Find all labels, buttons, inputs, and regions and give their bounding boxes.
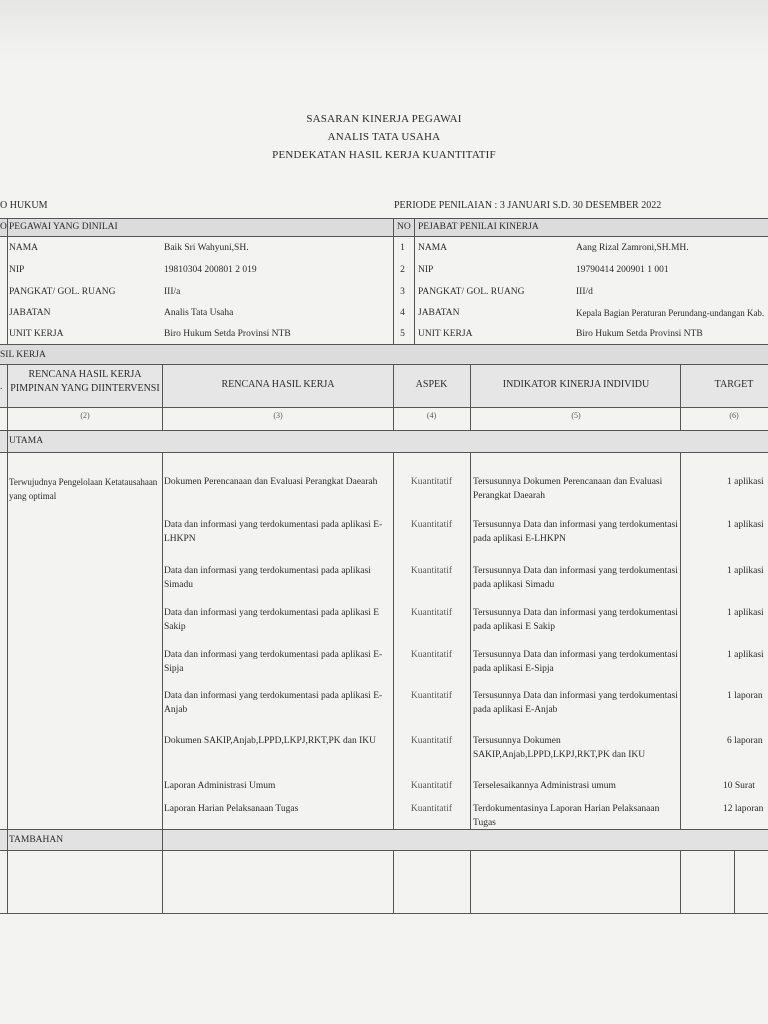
- penilai-value: Aang Rizal Zamroni,SH.MH.: [576, 243, 689, 253]
- rule: [162, 452, 163, 913]
- aspek-text: Kuantitatif: [410, 736, 453, 746]
- rencana-text: Laporan Harian Pelaksanaan Tugas: [164, 804, 299, 814]
- penilai-no: 4: [400, 308, 405, 318]
- aspek-text: Kuantitatif: [410, 650, 453, 660]
- aspek-text: Kuantitatif: [410, 781, 453, 791]
- left-no-header: O: [0, 222, 7, 232]
- aspek-text: Kuantitatif: [410, 477, 453, 487]
- penilai-value: Biro Hukum Setda Provinsi NTB: [576, 329, 703, 339]
- indikator-text: Tersusunnya Data dan informasi yang terdokumentasi pada aplikasi E-LHKPN: [473, 520, 678, 544]
- rule: [734, 850, 735, 913]
- tambahan-title: TAMBAHAN: [9, 835, 64, 845]
- col-aspek-header: ASPEK: [415, 379, 448, 390]
- target-text: 10 Surat: [723, 781, 755, 791]
- rencana-text: Dokumen Perencanaan dan Evaluasi Perangkat Daearah: [164, 477, 378, 487]
- rule: [393, 452, 394, 829]
- penilai-no: 5: [400, 329, 405, 339]
- aspek-text: Kuantitatif: [410, 566, 453, 576]
- penilai-no: 1: [400, 243, 405, 253]
- target-text: 12 laporan: [723, 804, 764, 814]
- rule: [470, 364, 471, 430]
- title-line-2: ANALIS TATA USAHA: [327, 131, 441, 143]
- rule: [0, 364, 768, 365]
- col-target-header: TARGET: [714, 379, 754, 390]
- pegawai-label: NAMA: [9, 243, 39, 253]
- unit-label: O HUKUM: [0, 200, 48, 211]
- rule: [0, 829, 768, 830]
- rule: [0, 407, 768, 408]
- col-number: (5): [571, 411, 581, 420]
- title-line-3: PENDEKATAN HASIL KERJA KUANTITATIF: [272, 149, 496, 161]
- penilai-header: PEJABAT PENILAI KINERJA: [418, 222, 539, 232]
- aspek-text: Kuantitatif: [410, 520, 453, 530]
- penilai-label: PANGKAT/ GOL. RUANG: [418, 287, 525, 297]
- right-no-header: NO: [397, 222, 411, 232]
- col-number: (6): [729, 411, 739, 420]
- document-title: [0, 110, 768, 164]
- target-text: 1 aplikasi: [727, 520, 764, 530]
- rencana-text: Laporan Administrasi Umum: [164, 781, 276, 791]
- rule: [7, 218, 8, 344]
- target-text: 1 aplikasi: [727, 608, 764, 618]
- col-number: (3): [273, 411, 283, 420]
- rule: [414, 218, 415, 344]
- rencana-pimpinan-text: Terwujudnya Pengelolaan Ketatausahaan yang optimal: [9, 477, 158, 501]
- target-text: 1 aplikasi: [727, 650, 764, 660]
- rule: [393, 850, 394, 913]
- pegawai-label: UNIT KERJA: [9, 329, 64, 339]
- hasil-kerja-band: [0, 345, 768, 364]
- penilai-label: NAMA: [418, 243, 448, 253]
- rule: [0, 430, 768, 431]
- rule: [680, 850, 681, 913]
- penilai-no: 3: [400, 287, 405, 297]
- target-text: 1 laporan: [727, 691, 763, 701]
- pegawai-value: III/a: [164, 287, 181, 297]
- col-number: (2): [80, 411, 90, 420]
- col-rencana-pimpinan-header: RENCANA HASIL KERJA PIMPINAN YANG DIINTERVENSI: [10, 369, 160, 394]
- title-line-1: SASARAN KINERJA PEGAWAI: [306, 113, 462, 125]
- rule: [470, 850, 471, 913]
- rule: [0, 452, 768, 453]
- pegawai-header: PEGAWAI YANG DINILAI: [9, 222, 118, 232]
- col-indikator-header: INDIKATOR KINERJA INDIVIDU: [502, 379, 650, 390]
- pegawai-value: 19810304 200801 2 019: [164, 265, 257, 275]
- col-number: (4): [426, 411, 437, 420]
- utama-title: UTAMA: [9, 436, 44, 446]
- rencana-text: Data dan informasi yang terdokumentasi pada aplikasi Simadu: [164, 566, 371, 590]
- target-text: 1 aplikasi: [727, 477, 764, 487]
- penilai-no: 2: [400, 265, 405, 275]
- rencana-text: Dokumen SAKIP,Anjab,LPPD,LKPJ,RKT,PK dan IKU: [164, 736, 376, 746]
- penilai-value: 19790414 200901 1 001: [576, 265, 669, 275]
- indikator-text: Tersusunnya Data dan informasi yang terdokumentasi pada aplikasi E-Anjab: [473, 691, 678, 715]
- penilai-label: NIP: [418, 265, 434, 275]
- rule: [0, 344, 768, 345]
- penilai-value: III/d: [576, 287, 593, 297]
- indikator-text: Tersusunnya Data dan informasi yang terdokumentasi pada aplikasi Simadu: [473, 566, 678, 590]
- rule: [0, 913, 768, 914]
- penilai-label: JABATAN: [418, 308, 460, 318]
- rencana-text: Data dan informasi yang terdokumentasi pada aplikasi E-Sipja: [164, 650, 383, 674]
- indikator-text: Tersusunnya Data dan informasi yang terdokumentasi pada aplikasi E-Sipja: [473, 650, 678, 674]
- rule: [680, 452, 681, 829]
- aspek-text: Kuantitatif: [410, 608, 453, 618]
- rencana-text: Data dan informasi yang terdokumentasi pada aplikasi E Sakip: [164, 608, 380, 632]
- pegawai-value: Biro Hukum Setda Provinsi NTB: [164, 329, 291, 339]
- pegawai-value: Baik Sri Wahyuni,SH.: [164, 243, 249, 253]
- rule: [0, 218, 768, 219]
- pegawai-label: PANGKAT/ GOL. RUANG: [9, 287, 116, 297]
- pegawai-label: JABATAN: [9, 308, 51, 318]
- target-text: 6 laporan: [727, 736, 763, 746]
- rule: [393, 364, 394, 430]
- utama-band: [0, 430, 768, 452]
- indikator-text: Tersusunnya Dokumen Perencanaan dan Evaluasi Perangkat Daearah: [473, 477, 663, 501]
- rule: [0, 850, 768, 851]
- rule: [7, 364, 8, 913]
- aspek-text: Kuantitatif: [410, 691, 453, 701]
- rule: [680, 364, 681, 430]
- penilai-value: Kepala Bagian Peraturan Perundang-undangan Kab.: [576, 308, 765, 318]
- col-no-header: .: [0, 382, 3, 392]
- rule: [162, 364, 163, 430]
- pegawai-value: Analis Tata Usaha: [164, 308, 234, 318]
- hasil-kerja-title: SIL KERJA: [0, 350, 46, 360]
- indikator-text: Tersusunnya Dokumen SAKIP,Anjab,LPPD,LKPJ,RKT,PK dan IKU: [473, 736, 646, 760]
- aspek-text: Kuantitatif: [410, 804, 453, 814]
- rule: [470, 452, 471, 829]
- rencana-text: Data dan informasi yang terdokumentasi pada aplikasi E-Anjab: [164, 691, 383, 715]
- target-text: 1 aplikasi: [727, 566, 764, 576]
- period-label: PERIODE PENILAIAN : 3 JANUARI S.D. 30 DESEMBER 2022: [394, 200, 662, 211]
- rencana-text: Data dan informasi yang terdokumentasi pada aplikasi E-LHKPN: [164, 520, 383, 544]
- indikator-text: Tersusunnya Data dan informasi yang terdokumentasi pada aplikasi E Sakip: [473, 608, 678, 632]
- pegawai-label: NIP: [9, 265, 25, 275]
- indikator-text: Terselesaikannya Administrasi umum: [473, 781, 616, 791]
- col-rencana-header: RENCANA HASIL KERJA: [221, 379, 335, 390]
- penilai-label: UNIT KERJA: [418, 329, 473, 339]
- scan-shadow: [0, 0, 768, 60]
- rule: [393, 218, 394, 344]
- tambahan-band: [0, 830, 768, 850]
- rule: [0, 236, 768, 237]
- indikator-text: Terdokumentasinya Laporan Harian Pelaksanaan Tugas: [473, 804, 660, 828]
